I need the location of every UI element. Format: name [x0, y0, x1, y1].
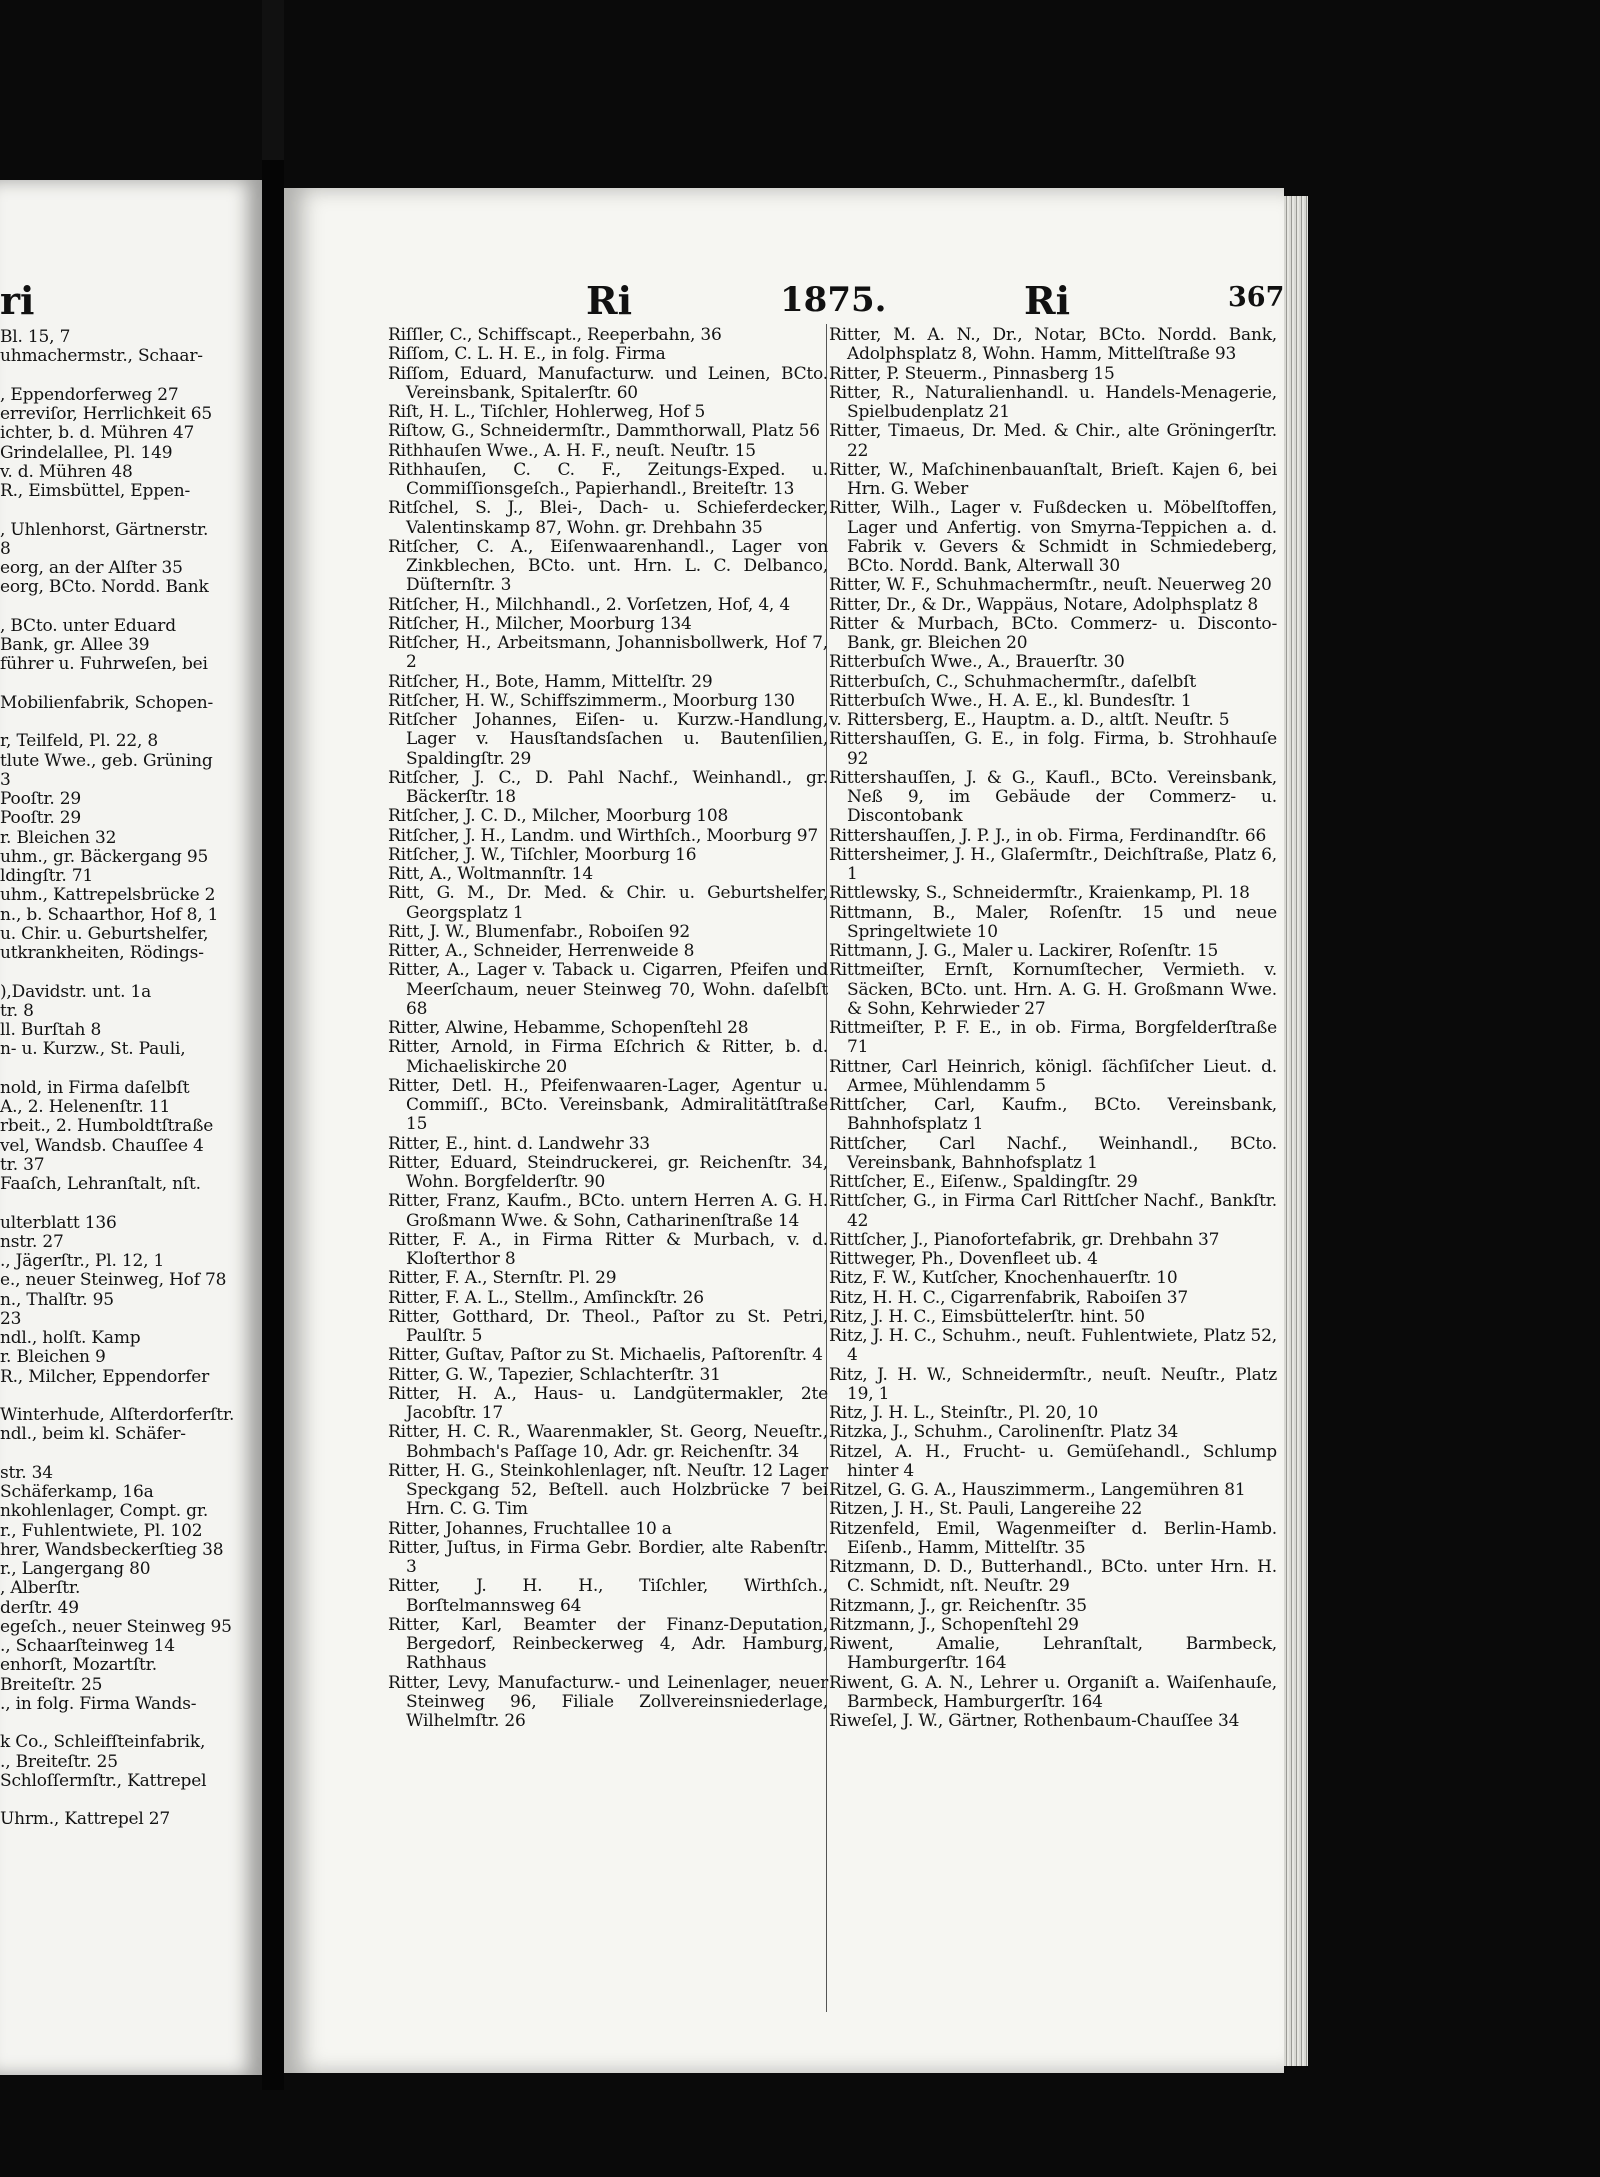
- directory-entry: Rittmann, J. G., Maler u. Lackirer, Roſenſtr. 15: [829, 941, 1219, 961]
- left-page-line: tlute Wwe., geb. Grüning: [0, 750, 213, 771]
- left-page-line: ndl., holſt. Kamp: [0, 1328, 141, 1348]
- left-page-line: eorg, BCto. Nordd. Bank: [0, 577, 209, 598]
- left-page-line: ., in folg. Firma Wands-: [0, 1693, 197, 1714]
- left-page-line: Mobilienfabrik, Schopen-: [0, 692, 214, 713]
- left-page-line: 8: [0, 538, 11, 559]
- directory-entry: Ritter, Johannes, Fruchtallee 10 a: [388, 1518, 672, 1539]
- left-page-line: 23: [0, 1308, 22, 1329]
- left-page-line: Uhrm., Kattrepel 27: [0, 1809, 171, 1830]
- left-page-line: Schäferkamp, 16a: [0, 1482, 154, 1502]
- directory-entry: Ritſcher, J. C. D., Milcher, Moorburg 108: [388, 806, 729, 827]
- directory-entry: Ritzmann, J., Schopenſtehl 29: [829, 1614, 1079, 1635]
- left-page-text-column: [0, 328, 258, 1830]
- directory-entry: Riſſom, C. L. H. E., in folg. Firma: [388, 344, 666, 365]
- directory-entry: Riwent, Amalie, Lehranſtalt, Barmbeck, Hamburgerſtr. 164: [829, 1634, 1277, 1674]
- left-page-line: v. d. Mühren 48: [0, 461, 133, 482]
- directory-entry: Ritterbuſch, C., Schuhmachermſtr., daſelbſt: [829, 671, 1196, 692]
- left-page-line: hrer, Wandsbeckerſtieg 38: [0, 1539, 224, 1560]
- directory-entry: Ritter, F. A. L., Stellm., Amſinckſtr. 26: [388, 1287, 704, 1308]
- left-page-line: uhm., Kattrepelsbrücke 2: [0, 885, 216, 906]
- directory-entry: Ritt, G. M., Dr. Med. & Chir. u. Geburtshelfer, Georgsplatz 1: [388, 883, 828, 923]
- left-page-line: n., b. Schaarthor, Hof 8, 1: [0, 904, 219, 925]
- running-header: [284, 278, 1284, 324]
- left-page-line: nstr. 27: [0, 1231, 64, 1252]
- directory-entry: Ritter, Dr., & Dr., Wappäus, Notare, Adolphsplatz 8: [829, 594, 1258, 615]
- directory-entry: Ritſcher, C. A., Eiſenwaarenhandl., Lager von Zinkblechen, BCto. unt. Hrn. L. C. Delbanco, Düſternſtr. 3: [388, 536, 828, 596]
- directory-entry: Ritter, Timaeus, Dr. Med. & Chir., alte Gröningerſtr. 22: [829, 421, 1277, 461]
- left-page-line: [0, 367, 258, 386]
- directory-entry: Ritt, J. W., Blumenfabr., Roboiſen 92: [388, 921, 691, 942]
- directory-entry: Ritſcher, J. W., Tiſchler, Moorburg 16: [388, 844, 697, 865]
- directory-entry: Ritzmann, J., gr. Reichenſtr. 35: [829, 1595, 1087, 1616]
- directory-entry: Ritter, G. W., Tapezier, Schlachterſtr. 31: [388, 1364, 721, 1385]
- left-page-line: R., Eimsbüttel, Eppen-: [0, 481, 191, 501]
- left-page-line: [0, 1194, 258, 1213]
- left-page-line: enhorſt, Mozartſtr.: [0, 1655, 157, 1676]
- directory-entry: Ritter & Murbach, BCto. Commerz- u. Disconto-Bank, gr. Bleichen 20: [829, 613, 1277, 653]
- left-page-line: A., 2. Helenenſtr. 11: [0, 1097, 171, 1117]
- directory-entry: Ritter, F. A., Sternſtr. Pl. 29: [388, 1268, 617, 1289]
- directory-entry: Rittmann, B., Maler, Roſenſtr. 15 und neue Springeltwiete 10: [829, 902, 1277, 942]
- directory-entry: Rittersheimer, J. H., Glaſermſtr., Deichſtraße, Platz 6, 1: [829, 844, 1277, 884]
- directory-entry: v. Rittersberg, E., Hauptm. a. D., altſt. Neuſtr. 5: [829, 710, 1230, 730]
- directory-entry: Rittweger, Ph., Dovenfleet ub. 4: [829, 1249, 1098, 1269]
- directory-entry: Rittſcher, G., in Firma Carl Rittſcher Nachf., Bankſtr. 42: [829, 1191, 1277, 1231]
- left-page-line: utkrankheiten, Rödings-: [0, 943, 204, 963]
- directory-entry: Rittmeiſter, P. F. E., in ob. Firma, Borgfelderſtraße 71: [829, 1018, 1277, 1058]
- directory-entry: Ritter, Guſtav, Paſtor zu St. Michaelis, Paſtorenſtr. 4: [388, 1345, 823, 1366]
- left-page-line: Grindelallee, Pl. 149: [0, 442, 173, 463]
- left-page-line: , Alberſtr.: [0, 1578, 81, 1599]
- left-page-line: [0, 963, 258, 982]
- directory-entry: Ritzel, G. G. A., Hauszimmerm., Langemühren 81: [829, 1480, 1246, 1500]
- directory-entry: Ritſcher, J. H., Landm. und Wirthſch., Moorburg 97: [388, 825, 819, 846]
- directory-entry: Ritter, Gotthard, Dr. Theol., Paſtor zu St. Petri, Paulſtr. 5: [388, 1306, 828, 1346]
- directory-entry: Riſtow, G., Schneidermſtr., Dammthorwall, Platz 56: [388, 421, 820, 442]
- directory-entry: Ritz, J. H. W., Schneidermſtr., neuſt. Neuſtr., Platz 19, 1: [829, 1364, 1277, 1404]
- directory-entry: Ritzmann, D. D., Butterhandl., BCto. unter Hrn. H. C. Schmidt, nſt. Neuſtr. 29: [829, 1557, 1277, 1597]
- directory-entry: Ritterbuſch Wwe., H. A. E., kl. Bundesſtr. 1: [829, 690, 1192, 711]
- left-page-line: ldingſtr. 71: [0, 866, 94, 886]
- left-page-line: , BCto. unter Eduard: [0, 615, 176, 636]
- left-page-line: [0, 1714, 258, 1733]
- directory-entry: Ritzka, J., Schuhm., Carolinenſtr. Platz 34: [829, 1422, 1179, 1443]
- left-page-line: ., Breiteſtr. 25: [0, 1751, 118, 1772]
- directory-entry: Ritz, J. H. L., Steinſtr., Pl. 20, 10: [829, 1403, 1099, 1423]
- left-page-line: str. 34: [0, 1462, 53, 1483]
- directory-entry: Rittmeiſter, Ernſt, Kornumſtecher, Vermieth. v. Säcken, BCto. unt. Hrn. A. G. H. Großmann Wwe. & Sohn, Kehrwieder 27: [829, 960, 1277, 1019]
- directory-entry: Ritz, H. H. C., Cigarrenfabrik, Raboiſen 37: [829, 1287, 1189, 1308]
- left-page-line: egeſch., neuer Steinweg 95: [0, 1616, 232, 1637]
- left-page-line: r. Bleichen 9: [0, 1347, 106, 1368]
- directory-entry: Ritter, Alwine, Hebamme, Schopenſtehl 28: [388, 1018, 749, 1038]
- directory-entry: Ritter, Wilh., Lager v. Fußdecken u. Möbelſtoffen, Lager und Anfertig. von Smyrna-Teppichen a. d. Fabrik v. Gevers & Schmidt in Schmiedeberg, BCto. Nordd. Bank, Alterwall 30: [829, 498, 1277, 576]
- directory-entry: Riſſler, C., Schiffscapt., Reeperbahn, 36: [388, 325, 722, 345]
- left-page-line: u. Chir. u. Geburtshelfer,: [0, 923, 209, 944]
- left-page-line: uhm., gr. Bäckergang 95: [0, 846, 209, 867]
- left-page-line: eorg, an der Alſter 35: [0, 558, 183, 578]
- directory-entry: Ritter, E., hint. d. Landwehr 33: [388, 1133, 650, 1154]
- directory-entry: Ritzenfeld, Emil, Wagenmeiſter d. Berlin-Hamb. Eiſenb., Hamm, Mittelſtr. 35: [829, 1518, 1277, 1558]
- left-page-line: , Uhlenhorst, Gärtnerstr.: [0, 519, 209, 540]
- left-page-line: Bl. 15, 7: [0, 327, 71, 347]
- directory-entry: Rittſcher, Carl Nachf., Weinhandl., BCto. Vereinsbank, Bahnhofsplatz 1: [829, 1133, 1277, 1173]
- directory-entry: Riſt, H. L., Tiſchler, Hohlerweg, Hof 5: [388, 402, 706, 422]
- left-page: [0, 180, 262, 2075]
- directory-entry: Ritſcher, H., Bote, Hamm, Mittelſtr. 29: [388, 671, 713, 692]
- directory-entry: Rittſcher, Carl, Kaufm., BCto. Vereinsbank, Bahnhofsplatz 1: [829, 1095, 1277, 1135]
- left-page-line: e., neuer Steinweg, Hof 78: [0, 1270, 227, 1291]
- directory-entry: Ritter, P. Steuerm., Pinnasberg 15: [829, 363, 1115, 384]
- directory-entry: Ritſcher, H., Arbeitsmann, Johannisbollwerk, Hof 7, 2: [388, 633, 828, 673]
- directory-column-right: [829, 326, 1277, 1731]
- left-page-line: r, Teilfeld, Pl. 22, 8: [0, 731, 159, 752]
- left-page-line: Schloſſermſtr., Kattrepel: [0, 1770, 207, 1791]
- directory-entry: Ritſcher, J. C., D. Pahl Nachf., Weinhandl., gr. Bäckerſtr. 18: [388, 767, 828, 807]
- left-page-line: [0, 1791, 258, 1810]
- directory-entry: Ritzel, A. H., Frucht- u. Gemüſehandl., Schlump hinter 4: [829, 1441, 1277, 1481]
- left-page-line: derſtr. 49: [0, 1597, 79, 1618]
- left-page-line: k Co., Schleifſteinfabrik,: [0, 1732, 206, 1753]
- left-page-line: , Eppendorferweg 27: [0, 384, 179, 405]
- directory-entry: Ritter, H. A., Haus- u. Landgütermakler, 2te Jacobſtr. 17: [388, 1383, 828, 1423]
- left-page-line: vel, Wandsb. Chauſſee 4: [0, 1135, 204, 1156]
- left-page-line: ulterblatt 136: [0, 1212, 117, 1233]
- directory-entry: Ritz, J. H. C., Schuhm., neuſt. Fuhlentwiete, Platz 52, 4: [829, 1326, 1277, 1366]
- directory-entry: Ritter, H. G., Steinkohlenlager, nſt. Neuſtr. 12 Lager Speckgang 52, Beſtell. auch Holzbrücke 7 bei Hrn. C. G. Tim: [388, 1460, 828, 1520]
- book-gutter: [262, 160, 284, 2090]
- left-page-line: 3: [0, 769, 11, 790]
- directory-entry: Ritter, H. C. R., Waarenmakler, St. Georg, Neueſtr., Bohmbach's Paſſage 10, Adr. gr. Reichenſtr. 34: [388, 1422, 828, 1462]
- left-page-line: tr. 8: [0, 1000, 34, 1021]
- header-year: 1875.: [780, 280, 887, 320]
- left-page-line: rbeit., 2. Humboldtſtraße: [0, 1116, 214, 1137]
- left-page-line: ll. Burſtah 8: [0, 1020, 102, 1040]
- left-page-line: Breiteſtr. 25: [0, 1674, 103, 1695]
- left-page-line: tr. 37: [0, 1154, 45, 1175]
- directory-entry: Ritz, J. H. C., Eimsbüttelerſtr. hint. 50: [829, 1306, 1145, 1327]
- left-page-line: [0, 501, 258, 520]
- directory-entry: Ritter, R., Naturalienhandl. u. Handels-Menagerie, Spielbudenplatz 21: [829, 382, 1277, 422]
- left-page-line: ., Jägerſtr., Pl. 12, 1: [0, 1251, 165, 1271]
- left-page-line: ),Davidstr. unt. 1a: [0, 981, 152, 1002]
- directory-entry: Ritſcher, H., Milcher, Moorburg 134: [388, 613, 692, 634]
- directory-entry: Ritſchel, S. J., Blei-, Dach- u. Schieferdecker, Valentinskamp 87, Wohn. gr. Drehbahn 35: [388, 498, 828, 538]
- directory-entry: Rittershauſſen, G. E., in folg. Firma, b. Strohhauſe 92: [829, 729, 1277, 769]
- directory-entry: Ritter, W., Maſchinenbauanſtalt, Brieſt. Kajen 6, bei Hrn. G. Weber: [829, 459, 1277, 499]
- directory-entry: Ritterbuſch Wwe., A., Brauerſtr. 30: [829, 652, 1125, 673]
- left-page-line: [0, 675, 258, 694]
- left-page-line: [0, 1445, 258, 1464]
- header-right-letters: Ri: [1024, 278, 1071, 323]
- directory-entry: Ritter, Juſtus, in Firma Gebr. Bordier, alte Rabenſtr. 3: [388, 1537, 828, 1577]
- directory-entry: Ritter, J. H. H., Tiſchler, Wirthſch., Borſtelmannsweg 64: [388, 1576, 828, 1616]
- page-edges: [1284, 196, 1308, 2066]
- directory-entry: Ritter, Detl. H., Pfeifenwaaren-Lager, Agentur u. Commiſſ., BCto. Vereinsbank, Admiralitätſtraße 15: [388, 1075, 828, 1135]
- directory-entry: Ritter, Arnold, in Firma Eſchrich & Ritter, b. d. Michaeliskirche 20: [388, 1037, 828, 1077]
- directory-entry: Riweſel, J. W., Gärtner, Rothenbaum-Chauſſee 34: [829, 1711, 1240, 1731]
- left-page-line: führer u. Fuhrweſen, bei: [0, 654, 208, 675]
- left-page-line: Pooſtr. 29: [0, 808, 82, 829]
- left-page-line: n., Thalſtr. 95: [0, 1289, 114, 1310]
- left-page-line: ichter, b. d. Mühren 47: [0, 423, 195, 444]
- directory-column-left: [388, 326, 828, 1731]
- directory-entry: Ritter, Eduard, Steindruckerei, gr. Reichenſtr. 34, Wohn. Borgfelderſtr. 90: [388, 1152, 828, 1192]
- left-page-line: Pooſtr. 29: [0, 789, 82, 809]
- left-page-line: ., Schaarſteinweg 14: [0, 1636, 175, 1656]
- directory-entry: Rithhauſen Wwe., A. H. F., neuſt. Neuſtr. 15: [388, 440, 756, 461]
- directory-entry: Ritter, A., Lager v. Taback u. Cigarren, Pfeifen und Meerſchaum, neuer Steinweg 70, Wohn. daſelbſt 68: [388, 960, 828, 1019]
- directory-entry: Ritz, F. W., Kutſcher, Knochenhauerſtr. 10: [829, 1268, 1178, 1289]
- directory-entry: Rithhauſen, C. C. F., Zeitungs-Exped. u. Commiſſionsgeſch., Papierhandl., Breiteſtr. 13: [388, 459, 828, 499]
- directory-entry: Ritter, Karl, Beamter der Finanz-Deputation, Bergedorf, Reinbeckerweg 4, Adr. Hamburg, Rathhaus: [388, 1614, 828, 1674]
- left-page-running-head: ri: [0, 278, 35, 323]
- left-page-line: Bank, gr. Allee 39: [0, 635, 150, 655]
- binding-strip: [262, 0, 284, 170]
- directory-entry: Riſſom, Eduard, Manufacturw. und Leinen, BCto. Vereinsbank, Spitalerſtr. 60: [388, 363, 828, 403]
- directory-entry: Rittershauſſen, J. P. J., in ob. Firma, Ferdinandſtr. 66: [829, 825, 1267, 846]
- left-page-line: [0, 598, 258, 617]
- left-page-line: erreviſor, Herrlichkeit 65: [0, 404, 212, 424]
- left-page-line: r., Fuhlentwiete, Pl. 102: [0, 1520, 203, 1541]
- left-page-line: nold, in Firma daſelbſt: [0, 1077, 190, 1098]
- page-number: 367: [1228, 282, 1285, 313]
- directory-entry: Rittlewsky, S., Schneidermſtr., Kraienkamp, Pl. 18: [829, 883, 1250, 904]
- directory-entry: Ritſcher, H., Milchhandl., 2. Vorſetzen, Hof, 4, 4: [388, 594, 790, 615]
- directory-entry: Rittershauſſen, J. & G., Kaufl., BCto. Vereinsbank, Neß 9, im Gebäude der Commerz- u. Discontobank: [829, 767, 1277, 827]
- left-page-line: [0, 713, 258, 732]
- left-page-line: [0, 1060, 258, 1079]
- directory-entry: Ritter, Levy, Manufacturw.- und Leinenlager, neuer Steinweg 96, Filiale Zollvereinsniederlage, Wilhelmſtr. 26: [388, 1672, 828, 1731]
- left-page-line: r., Langergang 80: [0, 1559, 151, 1579]
- directory-entry: Ritſcher Johannes, Eiſen- u. Kurzw.-Handlung, Lager v. Hausſtandsſachen u. Bautenſilien, Spaldingſtr. 29: [388, 710, 828, 769]
- directory-entry: Ritter, M. A. N., Dr., Notar, BCto. Nordd. Bank, Adolphsplatz 8, Wohn. Hamm, Mittelſtraße 93: [829, 325, 1277, 365]
- left-page-line: r. Bleichen 32: [0, 827, 117, 848]
- directory-entry: Riwent, G. A. N., Lehrer u. Organiſt a. Waiſenhauſe, Barmbeck, Hamburgerſtr. 164: [829, 1672, 1277, 1712]
- directory-entry: Ritter, Franz, Kaufm., BCto. untern Herren A. G. H. Großmann Wwe. & Sohn, Catharinenſtraße 14: [388, 1191, 828, 1231]
- directory-entry: Rittſcher, E., Eiſenw., Spaldingſtr. 29: [829, 1172, 1138, 1192]
- header-left-letters: Ri: [586, 278, 633, 323]
- left-page-line: [0, 1387, 258, 1406]
- left-page-line: n- u. Kurzw., St. Pauli,: [0, 1039, 186, 1060]
- left-page-line: ndl., beim kl. Schäfer-: [0, 1424, 186, 1445]
- left-page-line: Faaſch, Lehranſtalt, nſt.: [0, 1174, 201, 1194]
- directory-entry: Rittſcher, J., Pianofortefabrik, gr. Drehbahn 37: [829, 1229, 1220, 1250]
- left-page-line: nkohlenlager, Compt. gr.: [0, 1501, 209, 1522]
- directory-entry: Ritſcher, H. W., Schiffszimmerm., Moorburg 130: [388, 690, 795, 711]
- left-page-line: R., Milcher, Eppendorfer: [0, 1366, 209, 1387]
- directory-entry: Ritter, W. F., Schuhmachermſtr., neuſt. Neuerweg 20: [829, 575, 1272, 596]
- left-page-line: uhmachermstr., Schaar-: [0, 346, 203, 367]
- directory-entry: Ritt, A., Woltmannſtr. 14: [388, 864, 593, 884]
- directory-entry: Rittner, Carl Heinrich, königl. ſächſiſcher Lieut. d. Armee, Mühlendamm 5: [829, 1056, 1277, 1096]
- left-page-line: Winterhude, Alſterdorferſtr.: [0, 1405, 235, 1425]
- directory-entry: Ritzen, J. H., St. Pauli, Langereihe 22: [829, 1499, 1143, 1520]
- directory-entry: Ritter, F. A., in Firma Ritter & Murbach, v. d. Kloſterthor 8: [388, 1229, 828, 1269]
- directory-entry: Ritter, A., Schneider, Herrenweide 8: [388, 941, 695, 961]
